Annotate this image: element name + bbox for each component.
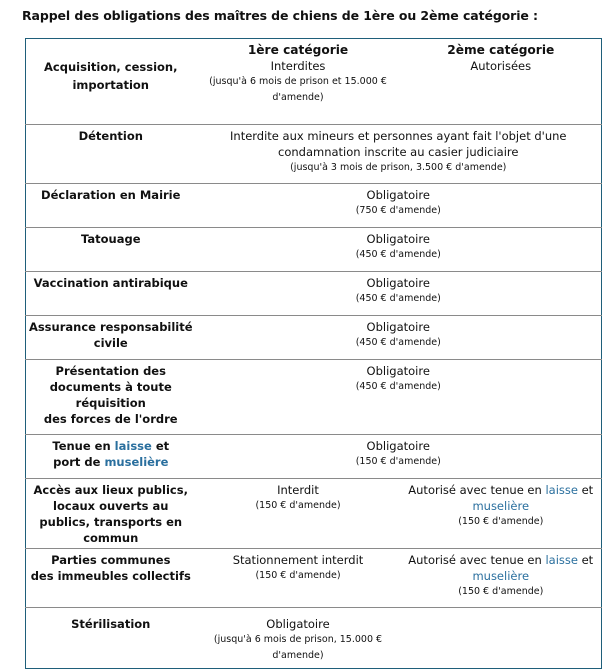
both-fine: (150 € d'amende) — [355, 456, 441, 467]
museliere-link[interactable]: muselière — [472, 569, 530, 583]
table-row-declaration — [26, 184, 602, 228]
laisse-link[interactable]: laisse — [114, 439, 152, 453]
cat2-cell — [401, 39, 602, 125]
cat1-main: Obligatoire — [266, 617, 330, 631]
both-main: Obligatoire — [366, 364, 430, 378]
row-label-line2 — [30, 454, 192, 470]
cat1-main: Interdites — [270, 59, 326, 73]
table-row-acquisition — [26, 39, 602, 125]
cat2-cell — [401, 549, 602, 608]
row-label: Détention — [26, 125, 196, 184]
table-row-parties-communes — [26, 549, 602, 608]
row-label: Tatouage — [26, 228, 196, 272]
cat1-main: Stationnement interdit — [232, 553, 364, 567]
museliere-link[interactable]: muselière — [104, 455, 169, 469]
table-row-presentation — [26, 360, 602, 435]
laisse-link[interactable]: laisse — [545, 483, 578, 497]
cat2-text: Autorisé avec tenue en — [408, 553, 546, 567]
laisse-link[interactable]: laisse — [545, 553, 578, 567]
row-label: Accès aux lieux publics, locaux ouverts au publics, transports en commun — [26, 479, 196, 549]
both-fine: (jusqu'à 3 mois de prison, 3.500 € d'amende) — [290, 162, 507, 173]
both-main: Obligatoire — [366, 188, 430, 202]
cat2-fine: (150 € d'amende) — [458, 586, 544, 597]
header-cat2: 2ème catégorie — [447, 43, 555, 57]
label-text: Tenue en — [52, 439, 115, 453]
both-cell — [196, 435, 602, 479]
cat1-cell — [196, 608, 401, 669]
both-main: Obligatoire — [366, 276, 430, 290]
table-row-sterilisation — [26, 608, 602, 669]
table-row-detention — [26, 125, 602, 184]
table-row-tenue — [26, 435, 602, 479]
both-main: Obligatoire — [366, 232, 430, 246]
both-cell — [196, 125, 602, 184]
row-label-line1: Présentation des documents à toute réquisition — [49, 364, 172, 410]
cat1-main: Interdit — [277, 483, 319, 497]
both-cell — [196, 360, 602, 435]
cat2-main — [405, 482, 598, 514]
table-row-acces — [26, 479, 602, 549]
cat1-fine: (jusqu'à 6 mois de prison et 15.000 € d'amende) — [209, 76, 387, 103]
cat2-main — [405, 552, 598, 584]
cat2-main: Autorisées — [470, 59, 532, 73]
both-cell — [196, 316, 602, 360]
row-label — [26, 39, 196, 125]
obligations-table — [25, 38, 602, 669]
both-fine: (450 € d'amende) — [355, 381, 441, 392]
cat2-text: Autorisé avec tenue en — [408, 483, 546, 497]
cat2-text: et — [577, 553, 594, 567]
cat1-cell — [196, 479, 401, 549]
row-label: Stérilisation — [26, 608, 196, 669]
cat1-fine: (jusqu'à 6 mois de prison, 15.000 € d'amende) — [213, 634, 383, 661]
row-label — [26, 435, 196, 479]
both-fine: (450 € d'amende) — [355, 337, 441, 348]
both-cell — [196, 184, 602, 228]
row-label-line2: des immeubles collectifs — [30, 569, 191, 583]
cat1-cell — [196, 549, 401, 608]
both-fine: (450 € d'amende) — [355, 249, 441, 260]
cat2-fine: (150 € d'amende) — [458, 516, 544, 527]
row-label — [26, 360, 196, 435]
cat2-cell — [401, 608, 602, 669]
both-main: Interdite aux mineurs et personnes ayant fait l'objet d'une condamnation inscrite au casier judiciaire — [230, 129, 567, 159]
row-label: Assurance responsabilité civile — [26, 316, 196, 360]
row-label-line1 — [30, 438, 192, 454]
both-fine: (450 € d'amende) — [355, 293, 441, 304]
cat2-cell — [401, 479, 602, 549]
row-label-line1: Parties communes — [51, 553, 171, 567]
both-cell — [196, 272, 602, 316]
label-text: port de — [53, 455, 105, 469]
table-row-vaccination — [26, 272, 602, 316]
row-label — [26, 549, 196, 608]
row-label: Vaccination antirabique — [26, 272, 196, 316]
cat1-cell — [196, 39, 401, 125]
header-cat1: 1ère catégorie — [247, 43, 349, 57]
row-label-text: Acquisition, cession, importation — [44, 60, 178, 92]
both-main: Obligatoire — [366, 320, 430, 334]
page-title: Rappel des obligations des maîtres de chiens de 1ère ou 2ème catégorie : — [22, 8, 538, 23]
cat1-fine: (150 € d'amende) — [255, 500, 341, 511]
label-text: et — [151, 439, 170, 453]
both-main: Obligatoire — [366, 439, 430, 453]
table-row-assurance — [26, 316, 602, 360]
both-fine: (750 € d'amende) — [355, 205, 441, 216]
row-label: Déclaration en Mairie — [26, 184, 196, 228]
cat2-text: et — [577, 483, 594, 497]
museliere-link[interactable]: muselière — [472, 499, 530, 513]
cat1-fine: (150 € d'amende) — [255, 570, 341, 581]
row-label-line2: des forces de l'ordre — [43, 412, 178, 426]
both-cell — [196, 228, 602, 272]
table-row-tatouage — [26, 228, 602, 272]
